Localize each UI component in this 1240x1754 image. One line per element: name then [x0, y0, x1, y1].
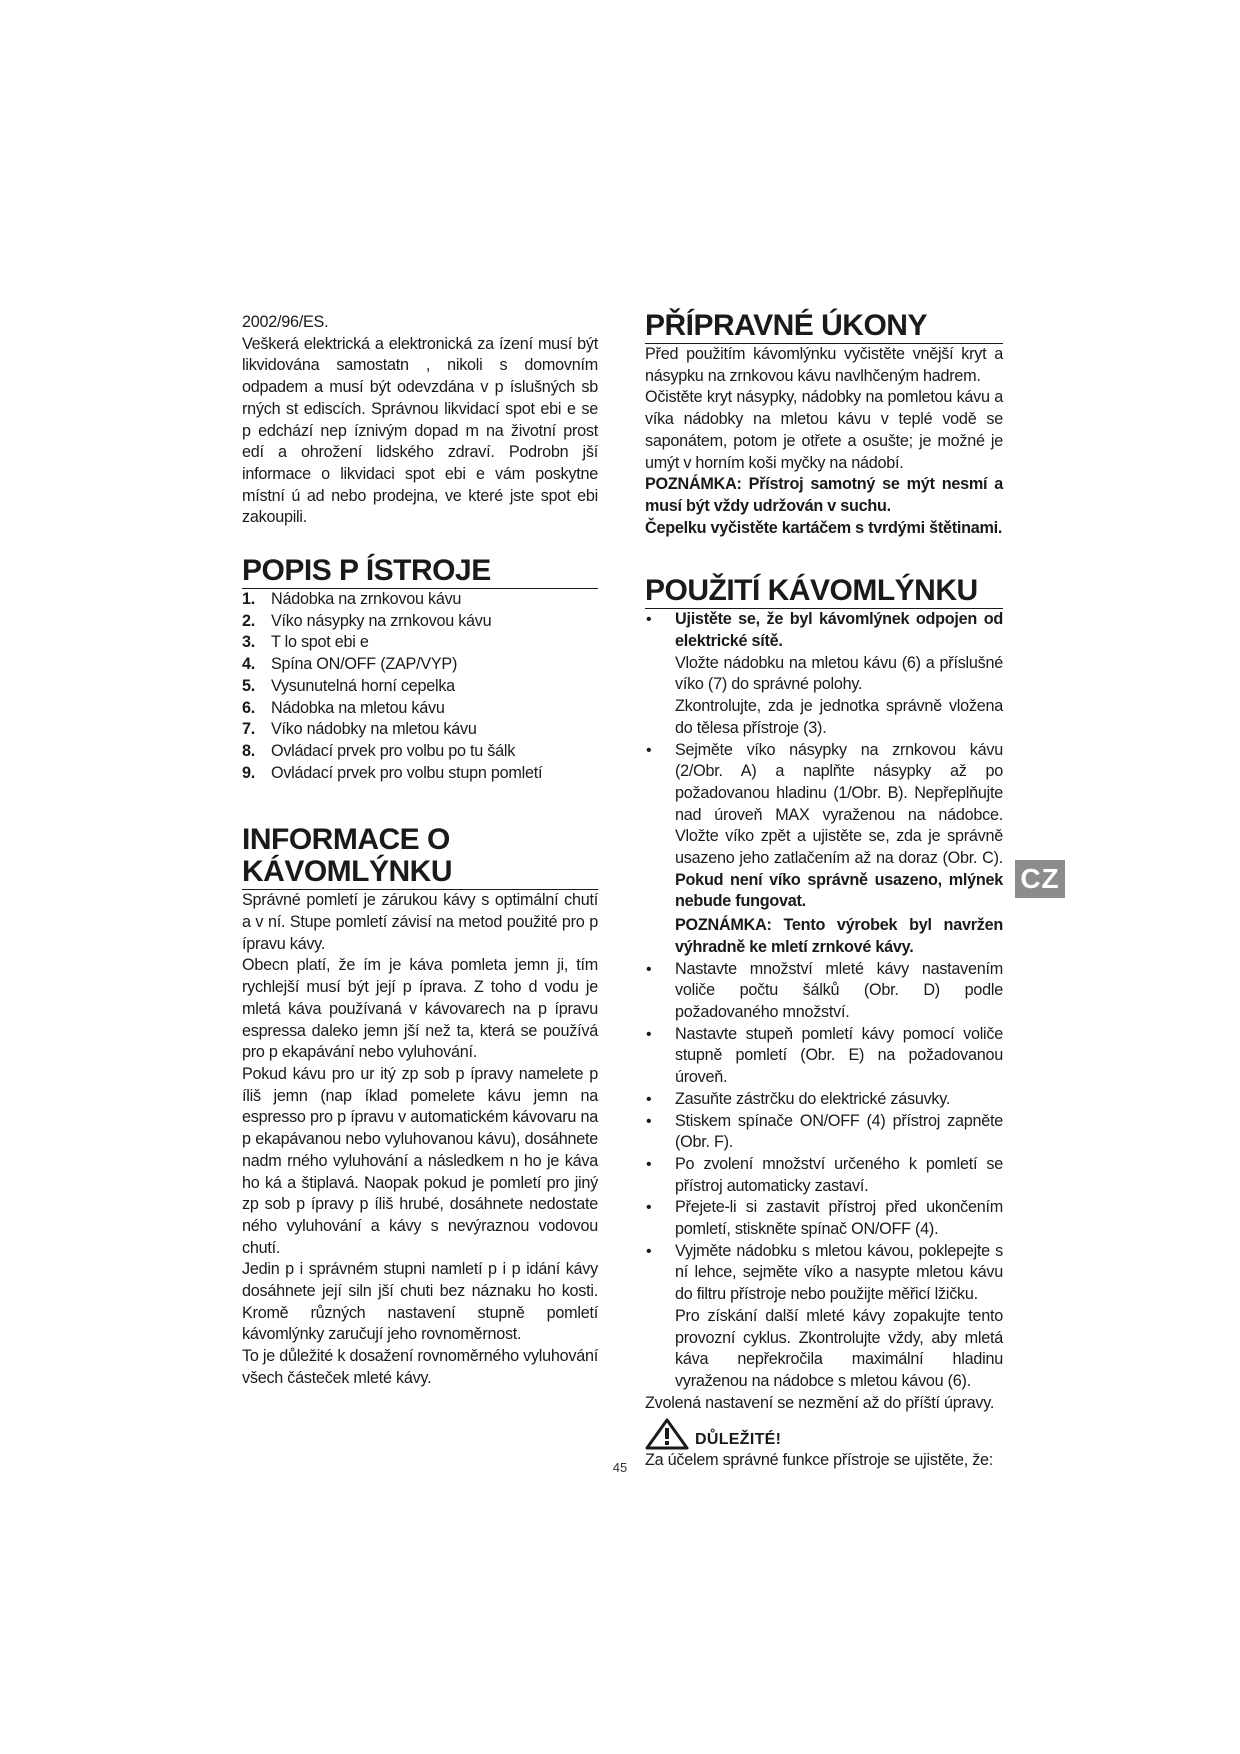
page-number: 45: [612, 1460, 628, 1475]
list-item: • Nastavte množství mleté kávy nastavením voliče počtu šálků (Obr. D) podle požadovaného množství.: [645, 959, 1003, 1024]
list-item: 2. Víko násypky na zrnkovou kávu: [242, 611, 492, 630]
list-item: 1. Nádobka na zrnkovou kávu: [242, 590, 462, 609]
info-paragraph: Obecn platí, že ím je káva pomleta jemn ji, tím rychlejší musí být její p íprava. Z toho d vodu je mletá káva používaná v kávovarech na p ípravu espressa daleko jemn jší než ta, která se používá pro p ekapávání nebo vyluhování.: [242, 956, 598, 1062]
info-paragraph: Pokud kávu pro ur itý zp sob p ípravy namelete p íliš jemn (nap íklad pomelete kávu jemn na espresso pro p ípravu v automatickém kávovaru na p ekapávanou nebo vyluhovanou kávu), dosáhnete nadm rného vyluhování a následkem n ho je káva ho ká a štiplavá. Naopak pokud je pomletí pro jiný zp sob p ípravy p íliš hrubé, dosáhnete nedostate ného vyluhování a kávy s nevýraznou vodovou chutí.: [242, 1064, 598, 1257]
warning-triangle-icon: [645, 1418, 689, 1450]
final-text: Za účelem správné funkce přístroje se ujistěte, že:: [645, 1451, 994, 1470]
usage-note: POZNÁMKA: Tento výrobek byl navržen výhradně ke mletí zrnkové kávy.: [675, 916, 1003, 956]
usage-list: [645, 609, 1003, 1392]
parts-list: [242, 589, 598, 784]
list-item: • Nastavte stupeň pomletí kávy pomocí voliče stupně pomletí (Obr. E) na požadovanou úroveň.: [645, 1024, 1003, 1089]
usage-fill-hopper: • Sejměte víko násypky na zrnkovou kávu (2/Obr. A) a naplňte násypky až po požadovanou hladinu (1/Obr. B). Nepřeplňujte nad úroveň MAX vyraženou na nádobce. Vložte víko zpět a ujistěte se, zda je správně usazeno jeho zatlačením až na doraz (Obr. C). Pokud není víko správně usazeno, mlýnek nebude fungovat.: [675, 740, 1003, 911]
list-item: [645, 740, 1003, 959]
heading-popis-pristroje: POPIS P ÍSTROJE: [242, 555, 598, 589]
important-label: DŮLEŽITÉ!: [695, 1431, 782, 1449]
list-item: 7. Víko nádobky na mletou kávu: [242, 720, 477, 739]
left-column: [242, 312, 598, 1390]
prep-paragraph: Očistěte kryt násypky, nádobky na pomletou kávu a víka nádobky na mletou kávu v teplé vodě se saponátem, potom je otřete a osušte; je možné je umýt v horním koši myčky na nádobí.: [645, 388, 1003, 472]
list-item: 8. Ovládací prvek pro volbu po tu šálk: [242, 741, 516, 760]
prep-paragraph: Před použitím kávomlýnku vyčistěte vnější kryt a násypku na zrnkovou kávu navlhčeným hadrem.: [645, 345, 1003, 385]
usage-unplug-warning: • Ujistěte se, že byl kávomlýnek odpojen od elektrické sítě.: [675, 610, 1003, 651]
language-badge: CZ: [1015, 860, 1065, 898]
heading-informace-o-kavomlynku: INFORMACE O KÁVOMLÝNKU: [242, 824, 598, 890]
info-paragraph: Správné pomletí je zárukou kávy s optimální chutí a v ní. Stupe pomletí závisí na metod použité pro p ípravu kávy.: [242, 891, 598, 953]
right-column: [645, 310, 1003, 1472]
settings-note: Zvolená nastavení se nezmění až do příští úpravy.: [645, 1393, 995, 1412]
usage-sub-step: Pro získání další mleté kávy zopakujte tento provozní cyklus. Zkontrolujte vždy, aby mletá káva nepřekročila maximální hladinu vyraženou na nádobce s mletou kávou (6).: [675, 1306, 1003, 1390]
list-item: • Přejete-li si zastavit přístroj před ukončením pomletí, stiskněte spínač ON/OFF (4).: [645, 1197, 1003, 1240]
list-item: 3. T lo spot ebi e: [242, 633, 369, 652]
intro-disposal-paragraph: Veškerá elektrická a elektronická za ízení musí být likvidována samostatn , nikoli s domovním odpadem a musí být odevzdána v p íslušných sb rných st ediscích. Správnou likvidací spot ebi e se p edchází nep íznivým dopad m na životní prost edí a ohrožení lidského zdraví. Podrobn jší informace o likvidaci spot ebi e vám poskytne místní ú ad nebo prodejna, ve které jste spot ebi zakoupili.: [242, 334, 598, 527]
important-row: [645, 1418, 1003, 1450]
list-item: 5. Vysunutelná horní cepelka: [242, 676, 455, 695]
usage-sub-step: Zkontrolujte, zda je jednotka správně vložena do tělesa přístroje (3).: [675, 697, 1003, 737]
list-item: [645, 609, 1003, 739]
prep-note: POZNÁMKA: Přístroj samotný se mýt nesmí a musí být vždy udržován v suchu.: [645, 475, 1003, 515]
list-item: 6. Nádobka na mletou kávu: [242, 698, 445, 717]
info-paragraph: Jedin p i správném stupni namletí p i p idání kávy dosáhnete její siln jší chuti bez náznaku ho kosti. Kromě různých nastavení stupně pomletí kávomlýnky zaručují jeho rovnoměrnost.: [242, 1260, 598, 1344]
list-item: • Stiskem spínače ON/OFF (4) přístroj zapněte (Obr. F).: [645, 1111, 1003, 1154]
list-item: • Zasuňte zástrčku do elektrické zásuvky.: [645, 1089, 1003, 1111]
list-item: 9. Ovládací prvek pro volbu stupn pomletí: [242, 763, 543, 782]
prep-brush-note: Čepelku vyčistěte kartáčem s tvrdými štětinami.: [645, 518, 1003, 537]
heading-pripravne-ukony: PŘÍPRAVNÉ ÚKONY: [645, 310, 1003, 344]
intro-directive: 2002/96/ES.: [242, 313, 329, 331]
heading-pouziti-kavomlynku: POUŽITÍ KÁVOMLÝNKU: [645, 575, 1003, 609]
list-item: • Vyjměte nádobku s mletou kávou, poklepejte s ní lehce, sejměte víko a nasypte mletou kávu do filtru přístroje nebo použijte měřicí lžičku. Pro získání další mleté kávy zopakujte tento provozní cyklus. Zkontrolujte vždy, aby mletá káva nepřekročila maximální hladinu vyraženou na nádobce s mletou kávou (6).: [645, 1241, 1003, 1393]
list-item: 4. Spína ON/OFF (ZAP/VYP): [242, 655, 458, 674]
info-paragraph: To je důležité k dosažení rovnoměrného vyluhování všech částeček mleté kávy.: [242, 1347, 598, 1387]
usage-sub-step: Vložte nádobku na mletou kávu (6) a příslušné víko (7) do správné polohy.: [675, 653, 1003, 694]
list-item: • Po zvolení množství určeného k pomletí se přístroj automaticky zastaví.: [645, 1154, 1003, 1197]
